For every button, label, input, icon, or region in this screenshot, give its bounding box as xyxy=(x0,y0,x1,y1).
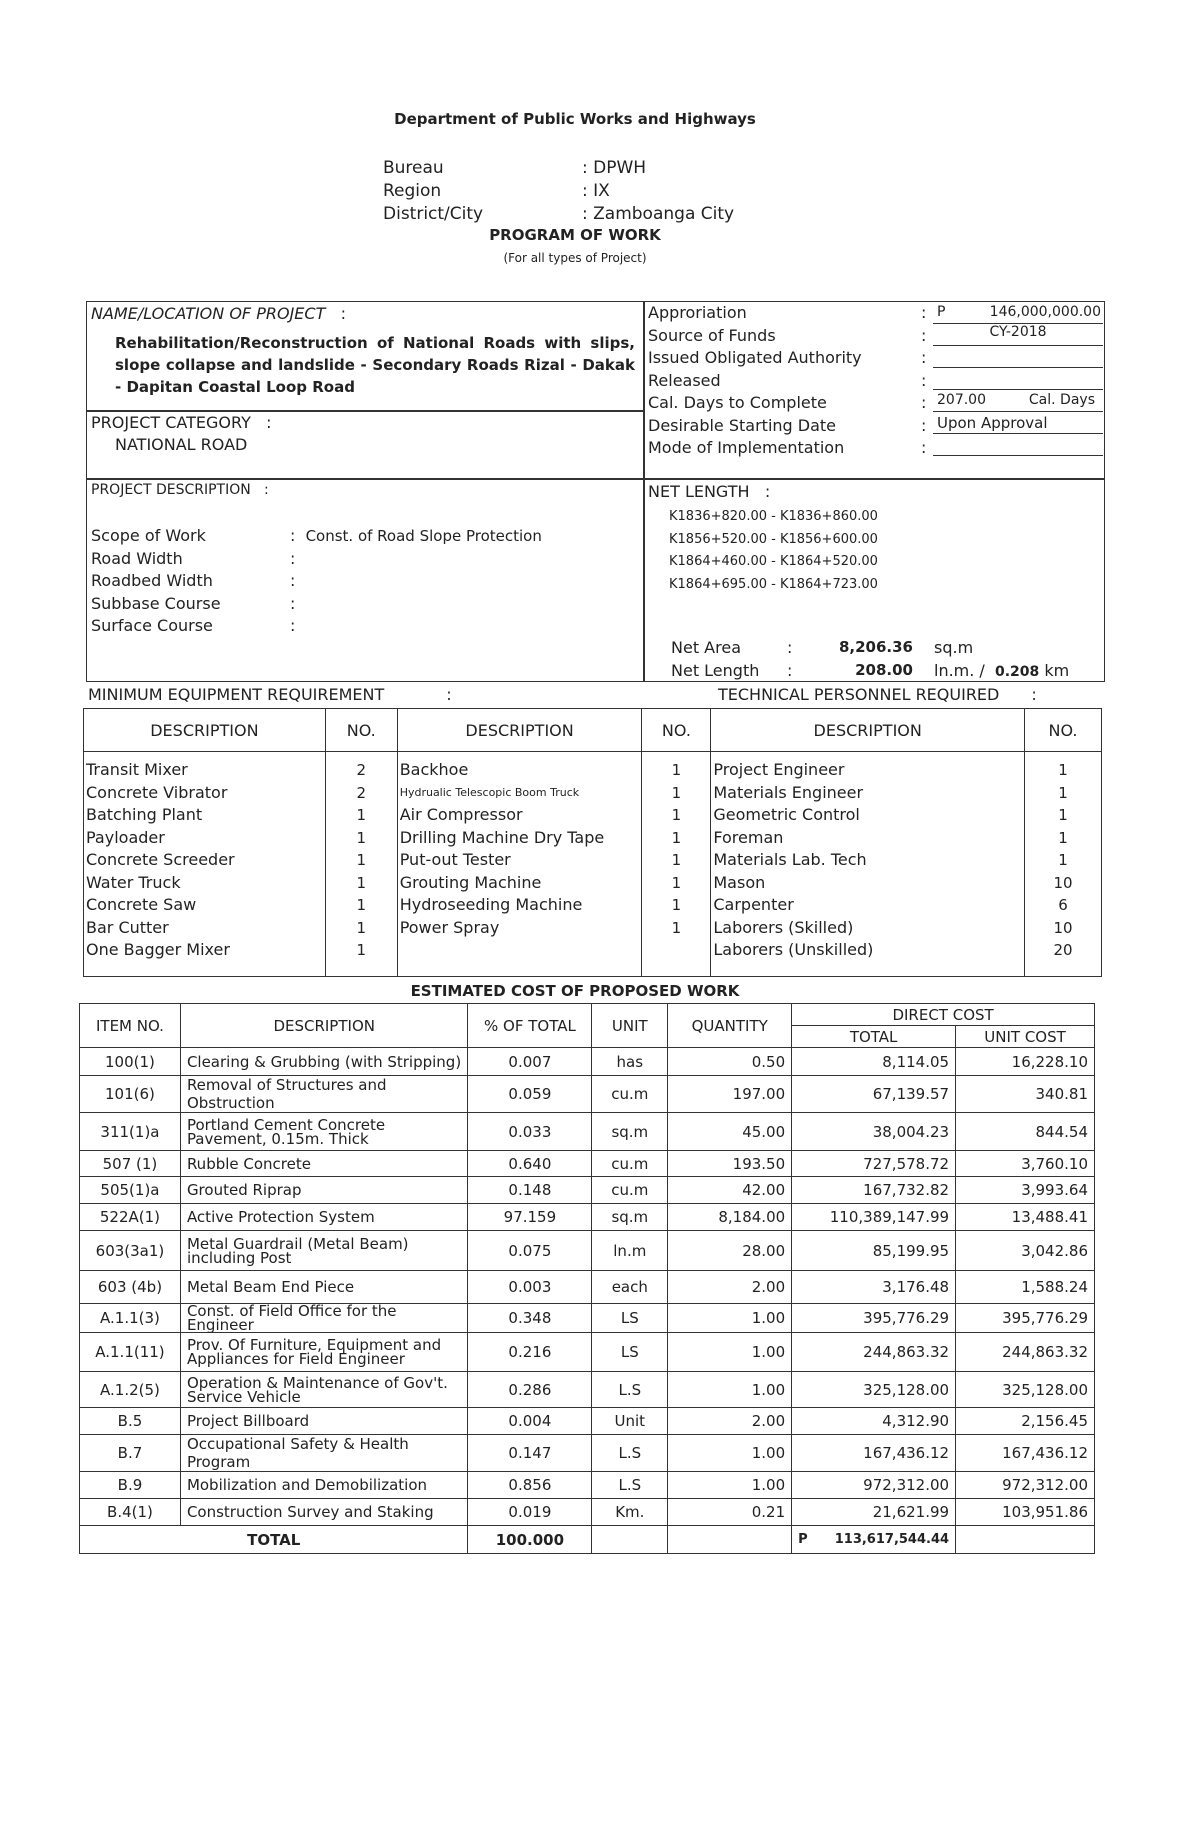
total-cell: 395,776.29 xyxy=(792,1304,956,1333)
count: 1 xyxy=(356,896,366,914)
list-item: Materials Engineer xyxy=(713,782,864,802)
count: 10 xyxy=(1053,918,1073,937)
list-item: Carpenter xyxy=(713,895,794,914)
starting-date-label: Desirable Starting Date xyxy=(648,415,837,435)
count: 1 xyxy=(1058,783,1068,802)
list-item: Project Engineer xyxy=(713,760,845,779)
unit-cell: cu.m xyxy=(592,1151,668,1177)
unit-cell: Unit xyxy=(592,1408,668,1435)
unit-cell: LS xyxy=(592,1333,668,1372)
item-no-cell: 101(6) xyxy=(80,1076,181,1113)
table-row xyxy=(80,1076,1095,1113)
count: 1 xyxy=(1058,828,1068,847)
item-no-cell: 100(1) xyxy=(80,1048,181,1076)
quantity-cell: 2.00 xyxy=(668,1408,792,1435)
equipment-list-1 xyxy=(84,752,326,977)
count: 6 xyxy=(1058,896,1068,914)
quantity-cell: 1.00 xyxy=(668,1304,792,1333)
count: 1 xyxy=(1058,761,1068,779)
net-area-value: 8,206.36 xyxy=(838,638,913,656)
surface-label: Surface Course xyxy=(91,616,213,635)
item-no-cell: A.1.1(3) xyxy=(80,1304,181,1333)
total-cell: 3,176.48 xyxy=(792,1271,956,1304)
program-title: PROGRAM OF WORK xyxy=(489,226,661,244)
item-no-cell: 505(1)a xyxy=(80,1177,181,1204)
quantity-cell: 1.00 xyxy=(668,1472,792,1499)
total-cell: 4,312.90 xyxy=(792,1408,956,1435)
net-length-km: 0.208 xyxy=(995,664,1040,680)
list-item: Foreman xyxy=(713,827,784,847)
table-row xyxy=(80,1231,1095,1271)
list-item: Water Truck xyxy=(86,872,181,892)
unit-cell: LS xyxy=(592,1304,668,1333)
percent-cell: 0.003 xyxy=(468,1271,592,1304)
description-cell: Portland Cement Concrete Pavement, 0.15m. Thick xyxy=(180,1113,468,1151)
count: 1 xyxy=(356,873,366,892)
item-no-cell: 311(1)a xyxy=(80,1113,181,1151)
description-cell: Grouted Riprap xyxy=(180,1177,468,1204)
project-description-label: PROJECT DESCRIPTION : xyxy=(91,482,269,498)
unit-cost-cell: 3,042.86 xyxy=(956,1231,1095,1271)
unit-cost-cell: 3,760.10 xyxy=(956,1151,1095,1177)
percent-cell: 0.640 xyxy=(468,1151,592,1177)
list-item: Laborers (Skilled) xyxy=(713,917,854,937)
count: 1 xyxy=(671,783,682,802)
quantity-cell: 8,184.00 xyxy=(668,1204,792,1231)
count: 1 xyxy=(671,918,682,937)
list-item: Batching Plant xyxy=(86,805,203,824)
percent-cell: 0.148 xyxy=(468,1177,592,1204)
total-cell: 110,389,147.99 xyxy=(792,1204,956,1231)
net-length-unit: ln.m. / xyxy=(934,661,985,680)
percent-cell: 0.059 xyxy=(468,1076,592,1113)
percent-cell: 0.075 xyxy=(468,1231,592,1271)
unit-cell: sq.m xyxy=(592,1113,668,1151)
station-item: K1864+695.00 - K1864+723.00 xyxy=(669,576,878,592)
unit-cell: Km. xyxy=(592,1499,668,1526)
source-funds-value: CY-2018 xyxy=(989,324,1047,340)
project-info-box: NAME/LOCATION OF PROJECT : Rehabilitation/Reconstruction of National Roads with slips, slope collapse and landslide - Secondary Roads Rizal - Dakak - Dapitan Coastal Loop Road PROJECT CATEGORY : NATIONAL ROAD Approriation Source of Funds Issued Obligated Authority Released Cal. Days to Complete Desirable Starting Date Mode of Implementation : : : : : : : P 146,000,000.00 CY-2018 207.00 Cal. Days Upon Approval xyxy=(86,301,1105,479)
total-currency: P xyxy=(798,1532,808,1547)
count: 1 xyxy=(1058,851,1068,869)
header-quantity: QUANTITY xyxy=(668,1004,792,1048)
col-no: NO. xyxy=(325,709,397,752)
unit-cell: sq.m xyxy=(592,1204,668,1231)
table-row xyxy=(80,1472,1095,1499)
header-unit-cost: UNIT COST xyxy=(956,1026,1095,1048)
description-cell: Clearing & Grubbing (with Stripping) xyxy=(180,1048,468,1076)
col-description: DESCRIPTION xyxy=(711,709,1025,752)
department-title: Department of Public Works and Highways xyxy=(394,110,756,128)
road-width-label: Road Width xyxy=(91,548,183,568)
scope-value: Const. of Road Slope Protection xyxy=(305,527,542,545)
total-label: TOTAL xyxy=(80,1526,468,1554)
quantity-cell: 193.50 xyxy=(668,1151,792,1177)
list-item: Concrete Screeder xyxy=(86,850,235,869)
total-cell: 972,312.00 xyxy=(792,1472,956,1499)
unit-cell: ln.m xyxy=(592,1231,668,1271)
mode-label: Mode of Implementation xyxy=(648,438,845,457)
quantity-cell: 1.00 xyxy=(668,1333,792,1372)
percent-cell: 0.004 xyxy=(468,1408,592,1435)
unit-cell: L.S xyxy=(592,1435,668,1472)
obligated-authority-label: Issued Obligated Authority xyxy=(648,348,862,367)
program-subtitle: (For all types of Project) xyxy=(503,251,647,265)
cal-days-label: Cal. Days to Complete xyxy=(648,393,827,412)
total-cell: 67,139.57 xyxy=(792,1076,956,1113)
unit-cell: cu.m xyxy=(592,1177,668,1204)
net-length-row-label: Net Length xyxy=(671,661,760,680)
district-label: District/City xyxy=(383,204,484,224)
unit-cost-cell: 16,228.10 xyxy=(956,1048,1095,1076)
roadbed-width-label: Roadbed Width xyxy=(91,571,213,590)
col-no: NO. xyxy=(642,709,711,752)
list-item: Backhoe xyxy=(399,760,469,779)
equipment-list-2 xyxy=(397,752,642,977)
count: 1 xyxy=(356,828,366,847)
net-area-unit: sq.m xyxy=(934,638,974,657)
appropriation-currency: P xyxy=(937,304,946,320)
cost-table xyxy=(79,1003,1095,1554)
quantity-cell: 197.00 xyxy=(668,1076,792,1113)
description-cell: Const. of Field Office for the Engineer xyxy=(180,1304,468,1333)
unit-cell: L.S xyxy=(592,1372,668,1408)
unit-cell: each xyxy=(592,1271,668,1304)
percent-cell: 0.033 xyxy=(468,1113,592,1151)
equipment-table xyxy=(83,708,1102,977)
item-no-cell: 507 (1) xyxy=(80,1151,181,1177)
total-amount-cell xyxy=(792,1526,956,1554)
cal-days-value: 207.00 xyxy=(937,392,986,408)
source-funds-label: Source of Funds xyxy=(648,325,776,345)
project-name: Rehabilitation/Reconstruction of National Roads with slips, slope collapse and landslide - Secondary Roads Rizal - Dakak - Dapitan Coastal Loop Road xyxy=(115,334,635,396)
quantity-cell: 2.00 xyxy=(668,1271,792,1304)
unit-cell: has xyxy=(592,1048,668,1076)
station-list xyxy=(669,506,878,596)
unit-cost-cell: 340.81 xyxy=(956,1076,1095,1113)
list-item: Mason xyxy=(713,872,766,892)
quantity-cell: 1.00 xyxy=(668,1372,792,1408)
count: 1 xyxy=(1058,806,1068,824)
description-cell: Project Billboard xyxy=(180,1408,468,1435)
table-row xyxy=(80,1113,1095,1151)
total-cell: 8,114.05 xyxy=(792,1048,956,1076)
appropriation-amount: 146,000,000.00 xyxy=(989,304,1101,320)
net-length-km-unit: km xyxy=(1044,661,1070,680)
percent-cell: 0.856 xyxy=(468,1472,592,1499)
col-description: DESCRIPTION xyxy=(84,709,326,752)
unit-cost-cell: 972,312.00 xyxy=(956,1472,1095,1499)
region-label: Region xyxy=(383,181,442,201)
list-item: Transit Mixer xyxy=(86,760,188,779)
personnel-label: TECHNICAL PERSONNEL REQUIRED : xyxy=(718,685,1037,704)
count: 1 xyxy=(671,828,682,847)
bureau-value: DPWH xyxy=(593,158,647,178)
unit-cost-cell: 844.54 xyxy=(956,1113,1095,1151)
appropriation-label: Approriation xyxy=(648,303,747,322)
description-cell: Metal Beam End Piece xyxy=(180,1271,468,1304)
station-item: K1836+820.00 - K1836+860.00 xyxy=(669,509,878,524)
unit-cost-cell: 13,488.41 xyxy=(956,1204,1095,1231)
unit-cell: L.S xyxy=(592,1472,668,1499)
unit-cost-cell: 103,951.86 xyxy=(956,1499,1095,1526)
quantity-cell: 1.00 xyxy=(668,1435,792,1472)
equipment-label: MINIMUM EQUIPMENT REQUIREMENT : xyxy=(88,685,452,704)
item-no-cell: B.7 xyxy=(80,1435,181,1472)
list-item: Air Compressor xyxy=(399,805,523,824)
header-description: DESCRIPTION xyxy=(180,1004,468,1048)
total-cell: 85,199.95 xyxy=(792,1231,956,1271)
cal-days-unit: Cal. Days xyxy=(1028,392,1095,408)
count: 1 xyxy=(671,851,682,869)
scope-label: Scope of Work xyxy=(91,526,206,545)
total-cell: 167,436.12 xyxy=(792,1435,956,1472)
table-row xyxy=(80,1048,1095,1076)
project-description-box: PROJECT DESCRIPTION : Scope of Work Road Width Roadbed Width Subbase Course Surface Course : Const. of Road Slope Protection : : : : NET LENGTH : K1836+820.00 - K1836+860.00 K1856+520.00 - K1856+600.00 K1864+460.00 - K1864+520.00 K1864+695.00 - K1864+723.00 Net Area Net Length : : 8,206.36 208.00 sq.m ln.m. / 0.208 km xyxy=(86,479,1105,682)
unit-cost-cell: 244,863.32 xyxy=(956,1333,1095,1372)
item-no-cell: A.1.1(11) xyxy=(80,1333,181,1372)
header-unit: UNIT xyxy=(592,1004,668,1048)
total-cell: 727,578.72 xyxy=(792,1151,956,1177)
unit-cost-cell: 2,156.45 xyxy=(956,1408,1095,1435)
header-values: : DPWH : IX : Zamboanga City xyxy=(582,158,735,224)
count: 1 xyxy=(671,896,682,914)
list-item: Geometric Control xyxy=(713,805,860,824)
net-length-label: NET LENGTH : xyxy=(648,482,771,501)
count: 10 xyxy=(1053,873,1073,892)
description-cell: Prov. Of Furniture, Equipment and Appliances for Field Engineer xyxy=(180,1333,468,1372)
header-percent: % OF TOTAL xyxy=(468,1004,592,1048)
item-no-cell: A.1.2(5) xyxy=(80,1372,181,1408)
count: 1 xyxy=(671,873,682,892)
project-category: NATIONAL ROAD xyxy=(115,435,248,454)
list-item: Concrete Vibrator xyxy=(86,782,228,802)
percent-cell: 0.286 xyxy=(468,1372,592,1408)
item-no-cell: 603 (4b) xyxy=(80,1271,181,1304)
header-direct-cost: DIRECT COST xyxy=(792,1004,1095,1026)
description-cell: Occupational Safety & Health Program xyxy=(180,1435,468,1472)
unit-cost-cell: 325,128.00 xyxy=(956,1372,1095,1408)
header-item-no: ITEM NO. xyxy=(80,1004,181,1048)
personnel-list xyxy=(711,752,1025,977)
net-length-value: 208.00 xyxy=(855,661,913,679)
count: 2 xyxy=(356,761,366,779)
percent-cell: 0.147 xyxy=(468,1435,592,1472)
cost-title: ESTIMATED COST OF PROPOSED WORK xyxy=(410,982,740,1000)
percent-cell: 0.216 xyxy=(468,1333,592,1372)
station-item: K1856+520.00 - K1856+600.00 xyxy=(669,531,878,547)
description-cell: Operation & Maintenance of Gov't. Service Vehicle xyxy=(180,1372,468,1408)
released-label: Released xyxy=(648,370,721,390)
list-item: Payloader xyxy=(86,827,165,847)
bureau-label: Bureau xyxy=(383,158,444,178)
item-no-cell: B.9 xyxy=(80,1472,181,1499)
total-percent: 100.000 xyxy=(468,1526,592,1554)
description-cell: Metal Guardrail (Metal Beam) including Post xyxy=(180,1231,468,1271)
header-labels xyxy=(383,157,483,226)
count: 1 xyxy=(356,806,366,824)
list-item: Grouting Machine xyxy=(399,872,542,892)
funding-labels xyxy=(648,302,862,460)
percent-cell: 0.007 xyxy=(468,1048,592,1076)
list-item: Materials Lab. Tech xyxy=(713,850,867,869)
description-cell: Active Protection System xyxy=(180,1204,468,1231)
region-value: IX xyxy=(593,181,610,201)
list-item: Hydroseeding Machine xyxy=(399,895,583,914)
item-no-cell: B.5 xyxy=(80,1408,181,1435)
unit-cost-cell: 395,776.29 xyxy=(956,1304,1095,1333)
item-no-cell: B.4(1) xyxy=(80,1499,181,1526)
count: 20 xyxy=(1053,941,1073,959)
table-row xyxy=(80,1408,1095,1435)
table-row xyxy=(80,1204,1095,1231)
count: 1 xyxy=(356,851,366,869)
header-total: TOTAL xyxy=(792,1026,956,1048)
total-cell: 325,128.00 xyxy=(792,1372,956,1408)
station-item: K1864+460.00 - K1864+520.00 xyxy=(669,554,878,569)
percent-cell: 97.159 xyxy=(468,1204,592,1231)
description-cell: Removal of Structures and Obstruction xyxy=(180,1076,468,1113)
list-item: Power Spray xyxy=(399,917,500,937)
quantity-cell: 0.50 xyxy=(668,1048,792,1076)
table-row xyxy=(80,1372,1095,1408)
quantity-cell: 0.21 xyxy=(668,1499,792,1526)
col-no: NO. xyxy=(1025,709,1102,752)
table-row xyxy=(80,1499,1095,1526)
count: 1 xyxy=(356,918,366,937)
project-name-label: NAME/LOCATION OF PROJECT : xyxy=(91,304,346,323)
starting-date-value: Upon Approval xyxy=(937,414,1048,432)
list-item: Drilling Machine Dry Tape xyxy=(399,827,605,847)
net-area-label: Net Area xyxy=(671,638,741,657)
table-row xyxy=(80,1177,1095,1204)
unit-cost-cell: 167,436.12 xyxy=(956,1435,1095,1472)
description-labels xyxy=(91,525,221,638)
col-description: DESCRIPTION xyxy=(397,709,642,752)
description-cell: Mobilization and Demobilization xyxy=(180,1472,468,1499)
count: 2 xyxy=(356,783,366,802)
count: 1 xyxy=(671,761,682,779)
description-cell: Rubble Concrete xyxy=(180,1151,468,1177)
subbase-label: Subbase Course xyxy=(91,593,221,613)
table-row xyxy=(80,1271,1095,1304)
list-item: Hydrualic Telescopic Boom Truck xyxy=(399,785,580,799)
unit-cost-cell: 3,993.64 xyxy=(956,1177,1095,1204)
total-amount: 113,617,544.44 xyxy=(834,1532,950,1547)
unit-cell: cu.m xyxy=(592,1076,668,1113)
list-item: Laborers (Unskilled) xyxy=(713,940,874,959)
list-item: One Bagger Mixer xyxy=(86,940,230,959)
count: 1 xyxy=(671,806,682,824)
quantity-cell: 42.00 xyxy=(668,1177,792,1204)
total-cell: 21,621.99 xyxy=(792,1499,956,1526)
table-row xyxy=(80,1304,1095,1333)
project-category-label: PROJECT CATEGORY : xyxy=(91,413,272,432)
total-cell: 244,863.32 xyxy=(792,1333,956,1372)
district-value: Zamboanga City xyxy=(593,204,735,224)
item-no-cell: 522A(1) xyxy=(80,1204,181,1231)
item-no-cell: 603(3a1) xyxy=(80,1231,181,1271)
total-cell: 167,732.82 xyxy=(792,1177,956,1204)
quantity-cell: 45.00 xyxy=(668,1113,792,1151)
unit-cost-cell: 1,588.24 xyxy=(956,1271,1095,1304)
list-item: Bar Cutter xyxy=(86,917,169,937)
list-item: Put-out Tester xyxy=(399,850,511,869)
list-item: Concrete Saw xyxy=(86,895,197,914)
description-cell: Construction Survey and Staking xyxy=(180,1499,468,1526)
percent-cell: 0.019 xyxy=(468,1499,592,1526)
quantity-cell: 28.00 xyxy=(668,1231,792,1271)
count: 1 xyxy=(356,941,366,959)
total-cell: 38,004.23 xyxy=(792,1113,956,1151)
table-row xyxy=(80,1151,1095,1177)
percent-cell: 0.348 xyxy=(468,1304,592,1333)
table-row xyxy=(80,1333,1095,1372)
table-row xyxy=(80,1435,1095,1472)
